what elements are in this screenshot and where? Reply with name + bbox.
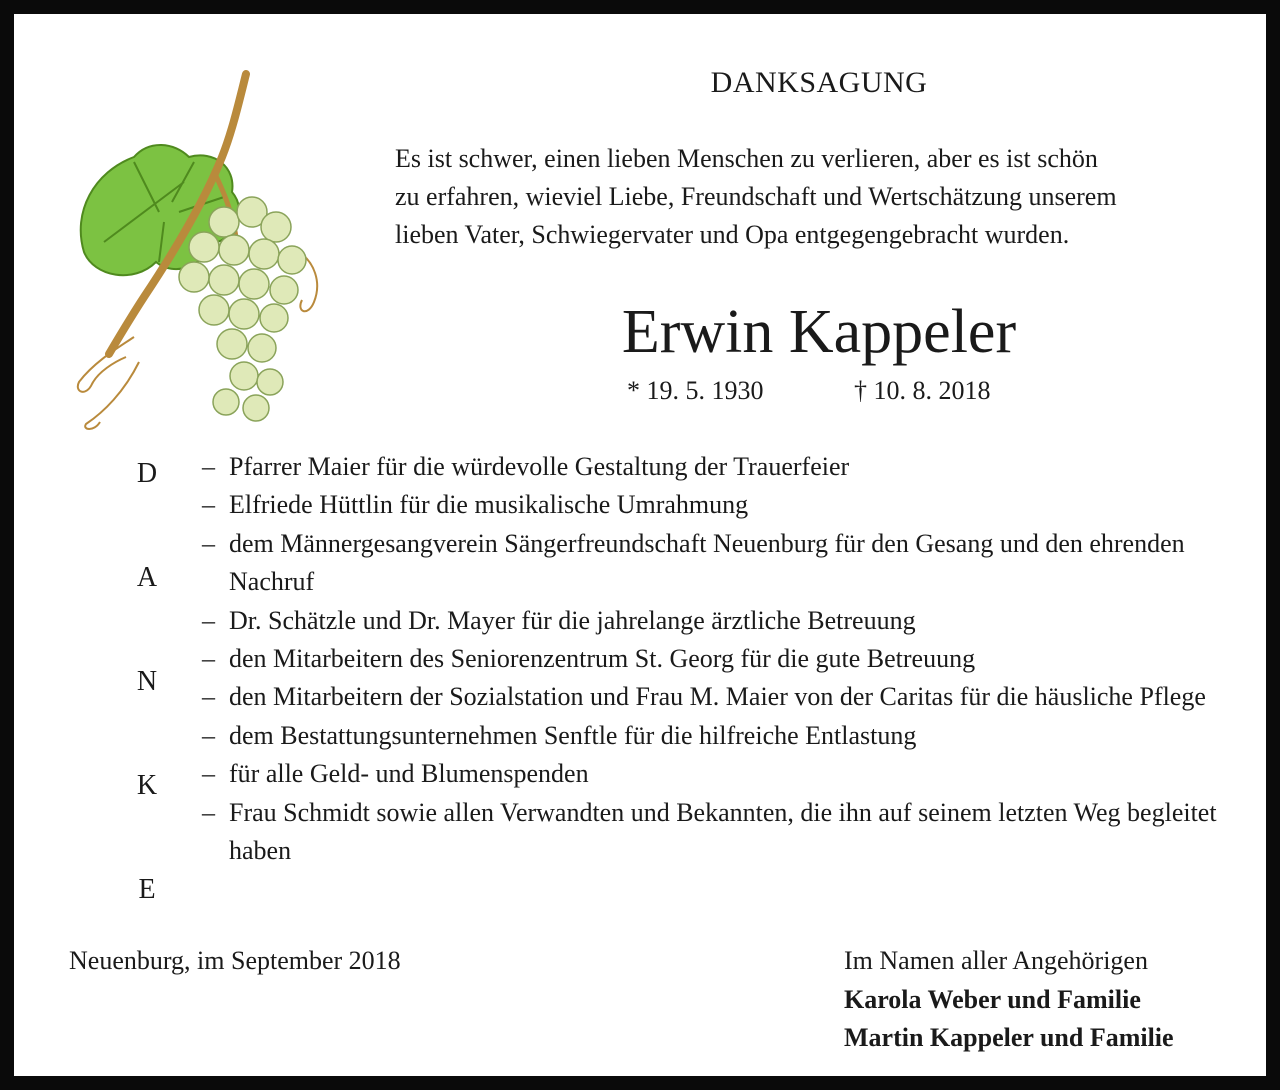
- list-item: [202, 486, 1262, 524]
- list-item: [202, 525, 1262, 602]
- list-dash: –: [202, 528, 215, 558]
- list-item: [202, 640, 1262, 678]
- list-item: [202, 448, 1262, 486]
- death-date: † 10. 8. 2018: [854, 376, 991, 405]
- danke-letter: K: [136, 770, 158, 801]
- list-dash: –: [202, 644, 215, 674]
- list-dash: –: [202, 759, 215, 789]
- danke-letter: D: [136, 458, 158, 489]
- intro-line: Es ist schwer, einen lieben Menschen zu verlieren, aber es ist schön: [395, 144, 1098, 173]
- deceased-name: Erwin Kappeler: [621, 298, 1017, 366]
- intro-line: zu erfahren, wieviel Liebe, Freundschaft und Wertschätzung unserem: [395, 182, 1117, 211]
- intro-text: [395, 140, 1255, 254]
- list-item-text: Elfriede Hüttlin für die musikalische Umrahmung: [229, 490, 749, 520]
- birth-date: * 19. 5. 1930: [627, 376, 764, 405]
- danke-letter: E: [138, 874, 156, 905]
- family-name: Martin Kappeler und Familie: [844, 1023, 1174, 1052]
- list-item-text: Dr. Schätzle und Dr. Mayer für die jahrelange ärztliche Betreuung: [229, 605, 916, 635]
- list-dash: –: [202, 720, 215, 750]
- list-item-text: Pfarrer Maier für die würdevolle Gestaltung der Trauerfeier: [229, 452, 850, 481]
- list-dash: –: [202, 797, 215, 827]
- danke-letter: N: [136, 666, 158, 697]
- list-item-text: für alle Geld- und Blumenspenden: [229, 759, 589, 789]
- list-item-text: den Mitarbeitern der Sozialstation und Frau M. Maier von der Caritas für die häusliche Pflege: [229, 682, 1206, 712]
- list-item: [202, 602, 1262, 640]
- list-item: [202, 717, 1262, 755]
- family-name: Karola Weber und Familie: [844, 984, 1141, 1014]
- list-dash: –: [202, 682, 215, 712]
- place-date: Neuenburg, im September 2018: [69, 946, 401, 975]
- list-dash: –: [202, 490, 215, 520]
- list-item: [202, 678, 1262, 716]
- danke-letter: A: [136, 562, 158, 593]
- list-item-text: dem Männergesangverein Sängerfreundschaft Neuenburg für den Gesang und den ehrenden Nachruf: [229, 528, 1185, 597]
- thanks-list: [202, 448, 1262, 870]
- list-item-text: Frau Schmidt sowie allen Verwandten und Bekannten, die ihn auf seinem letzten Weg begleitet haben: [229, 797, 1217, 866]
- grape-vine-icon: [64, 62, 334, 442]
- list-item-text: dem Bestattungsunternehmen Senftle für die hilfreiche Entlastung: [229, 720, 917, 750]
- list-item-text: den Mitarbeitern des Seniorenzentrum St. Georg für die gute Betreuung: [229, 644, 976, 674]
- list-dash: –: [202, 452, 215, 481]
- signatures: [844, 942, 1264, 1058]
- list-item: [202, 755, 1262, 793]
- intro-line: lieben Vater, Schwiegervater und Opa entgegengebracht wurden.: [395, 220, 1070, 249]
- on-behalf-text: Im Namen aller Angehörigen: [844, 946, 1148, 975]
- heading-danksagung: DANKSAGUNG: [710, 66, 928, 99]
- list-dash: –: [202, 605, 215, 635]
- danke-vertical: [122, 452, 172, 972]
- life-dates: [574, 376, 1064, 412]
- list-item: [202, 794, 1262, 871]
